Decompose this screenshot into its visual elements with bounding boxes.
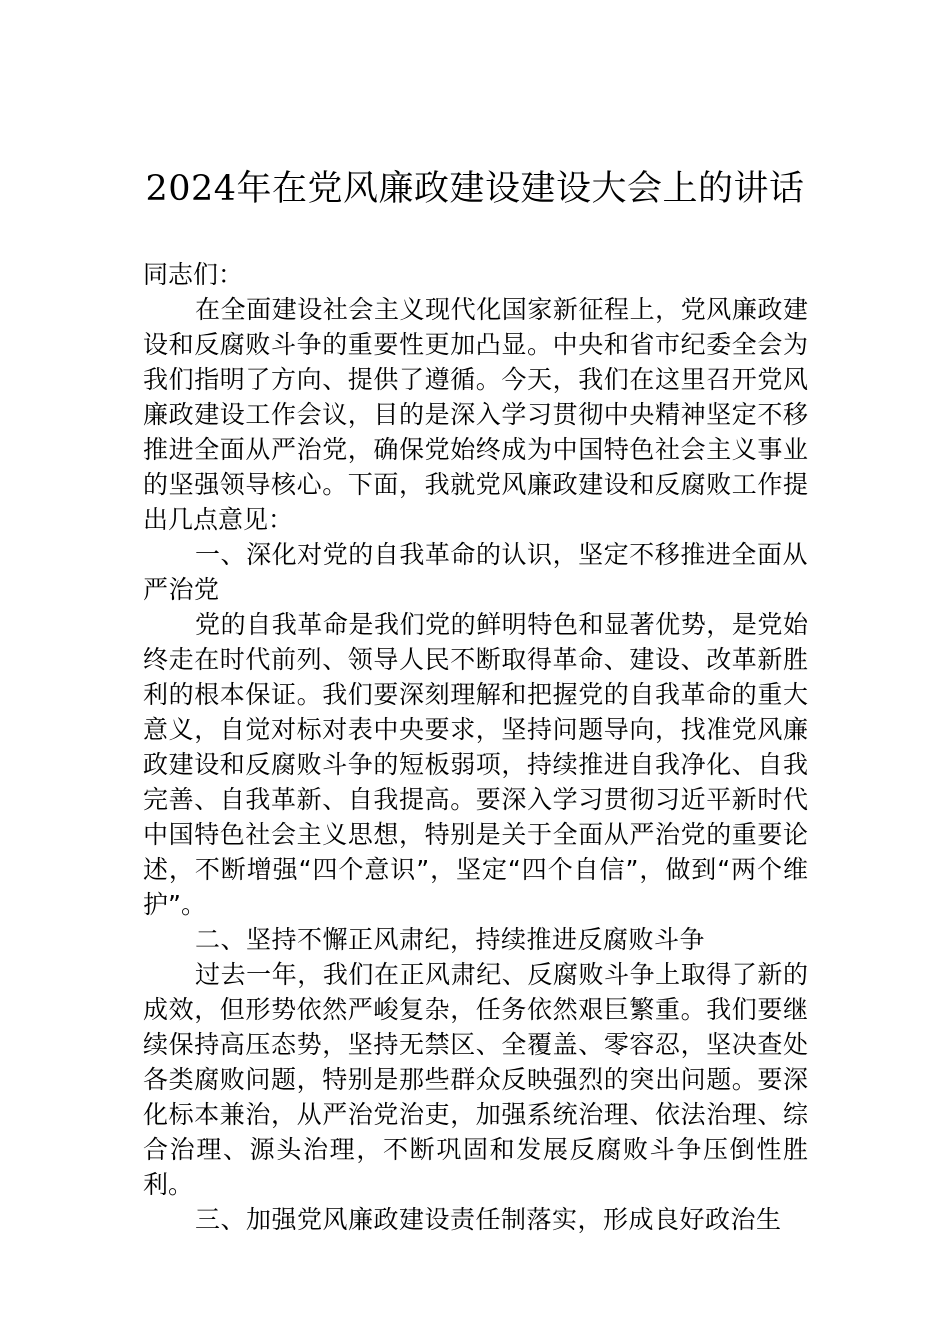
document-body (143, 257, 808, 1237)
body-paragraph: 在全面建设社会主义现代化国家新征程上，党风廉政建设和反腐败斗争的重要性更加凸显。中央和省市纪委全会为我们指明了方向、提供了遵循。今天，我们在这里召开党风廉政建设工作会议，目的是深入学习贯彻中央精神坚定不移推进全面从严治党，确保党始终成为中国特色社会主义事业的坚强领导核心。下面，我就党风廉政建设和反腐败工作提出几点意见： (143, 295, 808, 534)
body-paragraph: 党的自我革命是我们党的鲜明特色和显著优势，是党始终走在时代前列、领导人民不断取得革命、建设、改革新胜利的根本保证。我们要深刻理解和把握党的自我革命的重大意义，自觉对标对表中央要求，坚持问题导向，找准党风廉政建设和反腐败斗争的短板弱项，持续推进自我净化、自我完善、自我革新、自我提高。要深入学习贯彻习近平新时代中国特色社会主义思想，特别是关于全面从严治党的重要论述，不断增强“四个意识”，坚定“四个自信”，做到“两个维护”。 (143, 610, 808, 919)
section-heading: 一、深化对党的自我革命的认识，坚定不移推进全面从严治党 (143, 540, 808, 604)
body-paragraph: 过去一年，我们在正风肃纪、反腐败斗争上取得了新的成效，但形势依然严峻复杂，任务依然艰巨繁重。我们要继续保持高压态势，坚持无禁区、全覆盖、零容忍，坚决查处各类腐败问题，特别是那些群众反映强烈的突出问题。要深化标本兼治，从严治党治吏，加强系统治理、依法治理、综合治理、源头治理，不断巩固和发展反腐败斗争压倒性胜利。 (143, 960, 808, 1199)
section-heading: 二、坚持不懈正风肃纪，持续推进反腐败斗争 (195, 925, 706, 954)
salutation: 同志们： (143, 260, 244, 289)
section-heading: 三、加强党风廉政建设责任制落实，形成良好政治生 (195, 1205, 782, 1234)
document-title: 2024年在党风廉政建设建设大会上的讲话 (145, 169, 805, 209)
